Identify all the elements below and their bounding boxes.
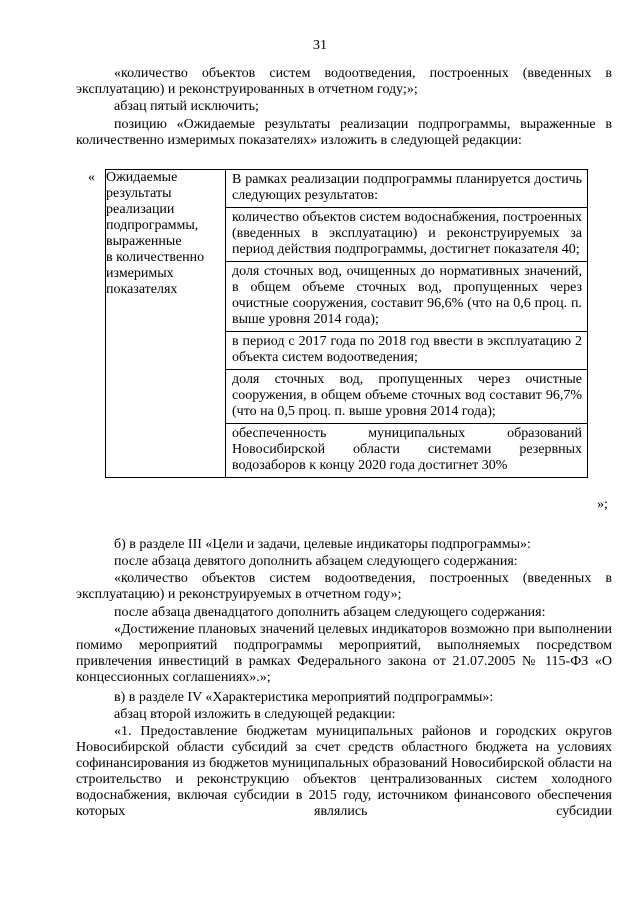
body-paragraph-7: абзац второй изложить в следующей редакции: bbox=[114, 707, 396, 722]
table-open-quote: « bbox=[88, 170, 95, 185]
label-line: выраженные bbox=[106, 234, 182, 249]
body-paragraph-4: после абзаца двенадцатого дополнить абзацем следующего содержания: bbox=[114, 605, 546, 620]
label-line: Ожидаемые bbox=[106, 170, 178, 185]
body-paragraph-5: «Достижение плановых значений целевых индикаторов возможно при выполнении помимо мероприятий подпрограммы мероприятий, выполняемых посредством привлечения инвестиций в рамках Федерального закона от 21.07.2005 № 115-ФЗ «О концессионных соглашениях».»; bbox=[76, 622, 612, 685]
label-line: реализации bbox=[106, 202, 175, 217]
label-line: подпрограммы, bbox=[106, 218, 199, 233]
content-paragraph: обеспеченность муниципальных образований Новосибирской области системами резервных водозаборов к концу 2020 года достигнет 30% bbox=[226, 423, 587, 477]
body-paragraph-8: «1. Предоставление бюджетам муниципальных районов и городских округов Новосибирской области субсидий за счет средств областного бюджета на условиях софинансирования из бюджетов муниципальных образований Новосибирской области на строительство и реконструкцию объектов централизованных систем холодного водоснабжения, включая субсидии в 2015 году, источником финансового обеспечения которых являлись субсидии bbox=[76, 724, 612, 819]
intro-paragraph-3: позицию «Ожидаемые результаты реализации подпрограммы, выраженные в количественно измеримых показателях» изложить в следующей редакции: bbox=[76, 117, 612, 148]
body-paragraph-3: «количество объектов систем водоотведения, построенных (введенных в эксплуатацию) и реконструируемых в отчетном году»; bbox=[76, 571, 612, 602]
intro-paragraph-2: абзац пятый исключить; bbox=[114, 99, 259, 114]
label-line: в количественно bbox=[106, 250, 205, 265]
table-content-cell bbox=[226, 170, 588, 478]
page-number: 31 bbox=[313, 38, 327, 53]
content-paragraph: доля сточных вод, пропущенных через очистные сооружения, в общем объеме сточных вод составит 96,7% (что на 0,5 проц. п. выше уровня 2014 года); bbox=[226, 369, 587, 423]
expected-results-table bbox=[105, 169, 588, 478]
label-line: измеримых bbox=[106, 266, 174, 281]
body-paragraph-6: в) в разделе IV «Характеристика мероприятий подпрограммы»: bbox=[114, 690, 494, 705]
label-line: результаты bbox=[106, 186, 172, 201]
table-label-cell bbox=[106, 170, 226, 478]
content-paragraph: в период с 2017 года по 2018 год ввести в эксплуатацию 2 объекта систем водоотведения; bbox=[226, 331, 587, 369]
intro-paragraph-1: «количество объектов систем водоотведения, построенных (введенных в эксплуатацию) и реконструированных в отчетном году;»; bbox=[76, 66, 612, 97]
body-paragraph-2: после абзаца девятого дополнить абзацем следующего содержания: bbox=[114, 554, 518, 569]
content-paragraph: количество объектов систем водоснабжения, построенных (введенных в эксплуатацию) и реконструируемых за период действия подпрограммы, достигнет показателя 40; bbox=[226, 207, 587, 261]
body-paragraph-1: б) в разделе III «Цели и задачи, целевые индикаторы подпрограммы»: bbox=[114, 537, 531, 552]
label-line: показателях bbox=[106, 282, 178, 297]
content-paragraph: В рамках реализации подпрограммы планируется достичь следующих результатов: bbox=[232, 172, 582, 203]
content-paragraph: доля сточных вод, очищенных до нормативных значений, в общем объеме сточных вод, пропущенных через очистные сооружения, составит 96,6% (что на 0,6 проц. п. выше уровня 2014 года); bbox=[226, 261, 587, 331]
table-close-quote: »; bbox=[597, 497, 608, 512]
